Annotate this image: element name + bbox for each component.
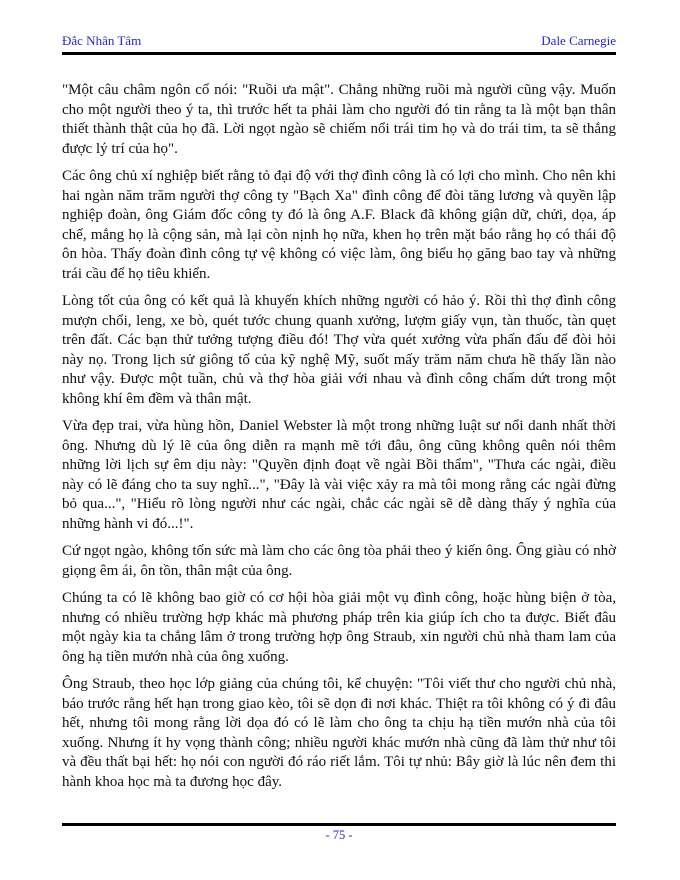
header-rule	[62, 52, 616, 55]
paragraph: Các ông chủ xí nghiệp biết rằng tỏ đại độ với thợ đình công là có lợi cho mình. Cho nên khi hai ngàn năm trăm người thợ công ty "Bạch Xa" đình công để đòi tăng lương và quyền lập nghiệp đoàn, ông Giám đốc công ty đó là ông A.F. Black đã không giận dữ, chửi, dọa, áp chế, mắng họ là cộng sản, mà lại còn nịnh họ nữa, khen họ trên mặt báo rằng họ có thái độ ôn hòa. Thấy đoàn đình công tự vệ không có việc làm, ông biểu họ găng bao tay và những trái cầu để họ tiêu khiển.	[62, 168, 616, 282]
paragraph: "Một câu châm ngôn cổ nói: "Ruồi ưa mật". Chẳng những ruồi mà người cũng vậy. Muốn cho một người theo ý ta, thì trước hết ta phải làm cho người đó tin rằng ta là một bạn thân thiết thành thật của họ đã. Lời ngọt ngào sẽ chiếm nổi trái tim họ và do trái tim, ta sẽ thắng được lý trí của họ".	[62, 82, 616, 157]
paragraph: Chúng ta có lẽ không bao giờ có cơ hội hòa giải một vụ đình công, hoặc hùng biện ở tòa, nhưng có nhiều trường hợp khác mà phương pháp trên kia giúp ích cho ta được. Biết đâu một ngày kia ta chẳng lâm ở trong trường hợp ông Straub, xin người chủ nhà tham lam của ông hạ tiền mướn nhà của ông xuống.	[62, 590, 616, 665]
header-author-name: Dale Carnegie	[541, 33, 616, 48]
header-book-title: Đắc Nhân Tâm	[62, 33, 142, 48]
page-number: - 75 -	[325, 828, 353, 842]
page-body-text	[62, 81, 616, 792]
paragraph: Ông Straub, theo học lớp giảng của chúng tôi, kể chuyện: "Tôi viết thư cho người chủ nhà, báo trước rằng hết hạn trong giao kèo, tôi sẽ dọn đi nơi khác. Thiệt ra tôi không có ý đi đâu hết, nhưng tôi mong rằng lời dọa đó có lẽ làm cho ông ta chịu hạ tiền mướn nhà của tôi xuống. Nhưng ít hy vọng thành công; nhiều người khác mướn nhà cũng đã làm thử như tôi và đều thất bại hết: họ nói con người đó ráo riết lắm. Tôi tự nhủ: Bây giờ là lúc nên đem thi hành khoa học mà ta đương học đây.	[62, 676, 616, 790]
page-footer	[62, 823, 616, 843]
page-header	[62, 33, 616, 52]
paragraph: Lòng tốt của ông có kết quả là khuyến khích những người có hảo ý. Rồi thì thợ đình công mượn chổi, leng, xe bò, quét tước chung quanh xưởng, lượm giấy vụn, tàn thuốc, tàn quẹt trên đất. Các bạn thử tưởng tượng điều đó! Thợ vừa quét xưởng vừa phấn đấu để đòi hỏi này nọ. Trong lịch sử giông tố của kỹ nghệ Mỹ, suốt mấy trăm năm chưa hề thấy lần nào như vậy. Được một tuần, chủ và thợ hòa giải với nhau và đình công chấm dứt trong một không khí êm đềm và thân mật.	[62, 293, 616, 407]
paragraph: Cứ ngọt ngào, không tốn sức mà làm cho các ông tòa phải theo ý kiến ông. Ông giàu có nhờ giọng êm ái, ôn tồn, thân mật của ông.	[62, 543, 616, 579]
paragraph: Vừa đẹp trai, vừa hùng hồn, Daniel Webster là một trong những luật sư nổi danh nhất thời ông. Nhưng dù lý lẽ của ông diễn ra mạnh mẽ tới đâu, ông cũng không quên nói thêm những lời lịch sự êm dịu này: "Quyền định đoạt về ngài Bồi thẩm", "Thưa các ngài, điều này có lẽ đáng cho ta suy nghĩ...", "Đây là vài việc xảy ra mà tôi mong rằng các ngài đừng bỏ qua...", "Hiểu rõ lòng người như các ngài, chắc các ngài sẽ dễ dàng thấy ý nghĩa của những hành vi đó...!".	[62, 418, 616, 532]
footer-rule	[62, 823, 616, 826]
